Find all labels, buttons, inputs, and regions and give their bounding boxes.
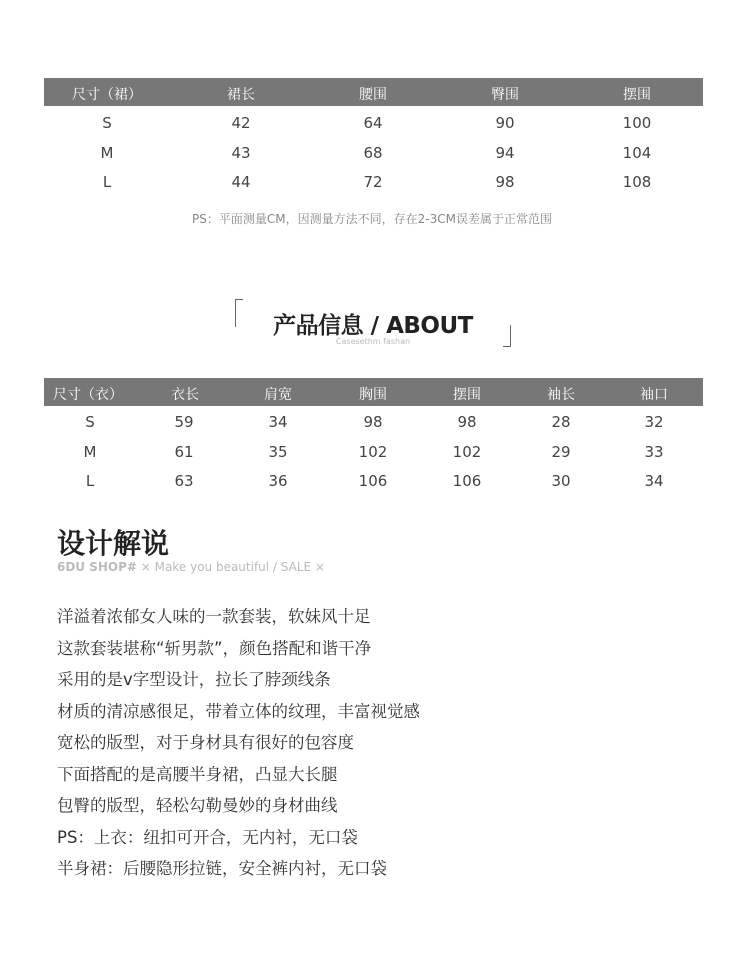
skirt-hem: 108	[622, 173, 652, 191]
top-header-bust: 胸围	[359, 387, 387, 403]
skirt-header-length: 裙长	[227, 87, 255, 103]
top-size: L	[85, 472, 95, 490]
skirt-size: S	[102, 114, 112, 132]
top-cuff: 32	[644, 413, 664, 431]
skirt-table-row	[44, 110, 703, 138]
skirt-waist: 72	[363, 173, 383, 191]
skirt-header-waist: 腰围	[359, 87, 387, 103]
bracket-decoration	[503, 346, 511, 347]
top-header-hem: 摆围	[453, 387, 481, 403]
about-subtitle: Casesethm fashan	[335, 337, 411, 346]
top-length: 59	[174, 413, 194, 431]
skirt-length: 44	[231, 173, 251, 191]
top-size: M	[83, 443, 97, 461]
description-line: 半身裙：后腰隐形拉链，安全裤内衬，无口袋	[57, 859, 387, 878]
skirt-table-header	[44, 78, 703, 106]
about-title: 产品信息 / ABOUT	[273, 313, 473, 339]
skirt-length: 42	[231, 114, 251, 132]
top-bust: 98	[363, 413, 383, 431]
top-table-header	[44, 378, 703, 406]
top-hem: 98	[457, 413, 477, 431]
measurement-note: PS：平面测量CM，因测量方法不同，存在2-3CM误差属于正常范围	[192, 212, 552, 226]
top-shoulder: 36	[268, 472, 288, 490]
skirt-table-row	[44, 140, 703, 168]
skirt-table-row	[44, 169, 703, 197]
top-size: S	[85, 413, 95, 431]
shop-name: 6DU SHOP#	[57, 560, 137, 574]
skirt-waist: 68	[363, 144, 383, 162]
description-line: PS：上衣：纽扣可开合，无内衬，无口袋	[57, 827, 358, 847]
top-length: 63	[174, 472, 194, 490]
top-shoulder: 34	[268, 413, 288, 431]
about-heading	[235, 299, 511, 347]
top-cuff: 33	[644, 443, 664, 461]
description-line: 采用的是v字型设计，拉长了脖颈线条	[57, 670, 331, 689]
description-line: 下面搭配的是高腰半身裙，凸显大长腿	[57, 764, 338, 784]
top-sleeve: 29	[551, 443, 571, 461]
top-header-length: 衣长	[171, 387, 199, 403]
design-tagline: × Make you beautiful / SALE ×	[140, 560, 325, 574]
design-subtitle	[57, 560, 325, 574]
top-table-row	[44, 439, 703, 467]
description-line: 这款套装堪称“斩男款”，颜色搭配和谐干净	[57, 638, 372, 658]
skirt-header-hem: 摆围	[623, 87, 651, 103]
description-line: 宽松的版型，对于身材具有很好的包容度	[57, 733, 354, 752]
top-shoulder: 35	[268, 443, 288, 461]
bracket-decoration	[235, 299, 243, 300]
top-header-size: 尺寸（衣）	[53, 387, 123, 403]
skirt-size: L	[102, 173, 112, 191]
top-header-shoulder: 肩宽	[264, 387, 292, 403]
skirt-length: 43	[231, 144, 251, 162]
top-header-cuff: 袖口	[640, 387, 668, 403]
description-line: 材质的清凉感很足，带着立体的纹理，丰富视觉感	[57, 701, 420, 721]
skirt-hem: 104	[622, 144, 652, 162]
top-table-row	[44, 409, 703, 437]
top-table-row	[44, 468, 703, 496]
skirt-hip: 94	[495, 144, 515, 162]
skirt-size: M	[100, 144, 114, 162]
skirt-waist: 64	[363, 114, 383, 132]
skirt-hem: 100	[622, 114, 652, 132]
description-line: 洋溢着浓郁女人味的一款套装，软妹风十足	[57, 607, 371, 626]
skirt-header-hip: 臀围	[491, 87, 519, 103]
skirt-hip: 90	[495, 114, 515, 132]
top-sleeve: 30	[551, 472, 571, 490]
skirt-header-size: 尺寸（裙）	[72, 87, 142, 103]
top-length: 61	[174, 443, 194, 461]
design-title: 设计解说	[57, 527, 170, 560]
top-bust: 106	[358, 472, 388, 490]
top-hem: 102	[452, 443, 482, 461]
top-cuff: 34	[644, 472, 664, 490]
top-sleeve: 28	[551, 413, 571, 431]
top-bust: 102	[358, 443, 388, 461]
top-header-sleeve: 袖长	[547, 387, 575, 403]
design-description	[57, 604, 697, 888]
description-line: 包臀的版型，轻松勾勒曼妙的身材曲线	[57, 796, 338, 815]
skirt-hip: 98	[495, 173, 515, 191]
top-hem: 106	[452, 472, 482, 490]
